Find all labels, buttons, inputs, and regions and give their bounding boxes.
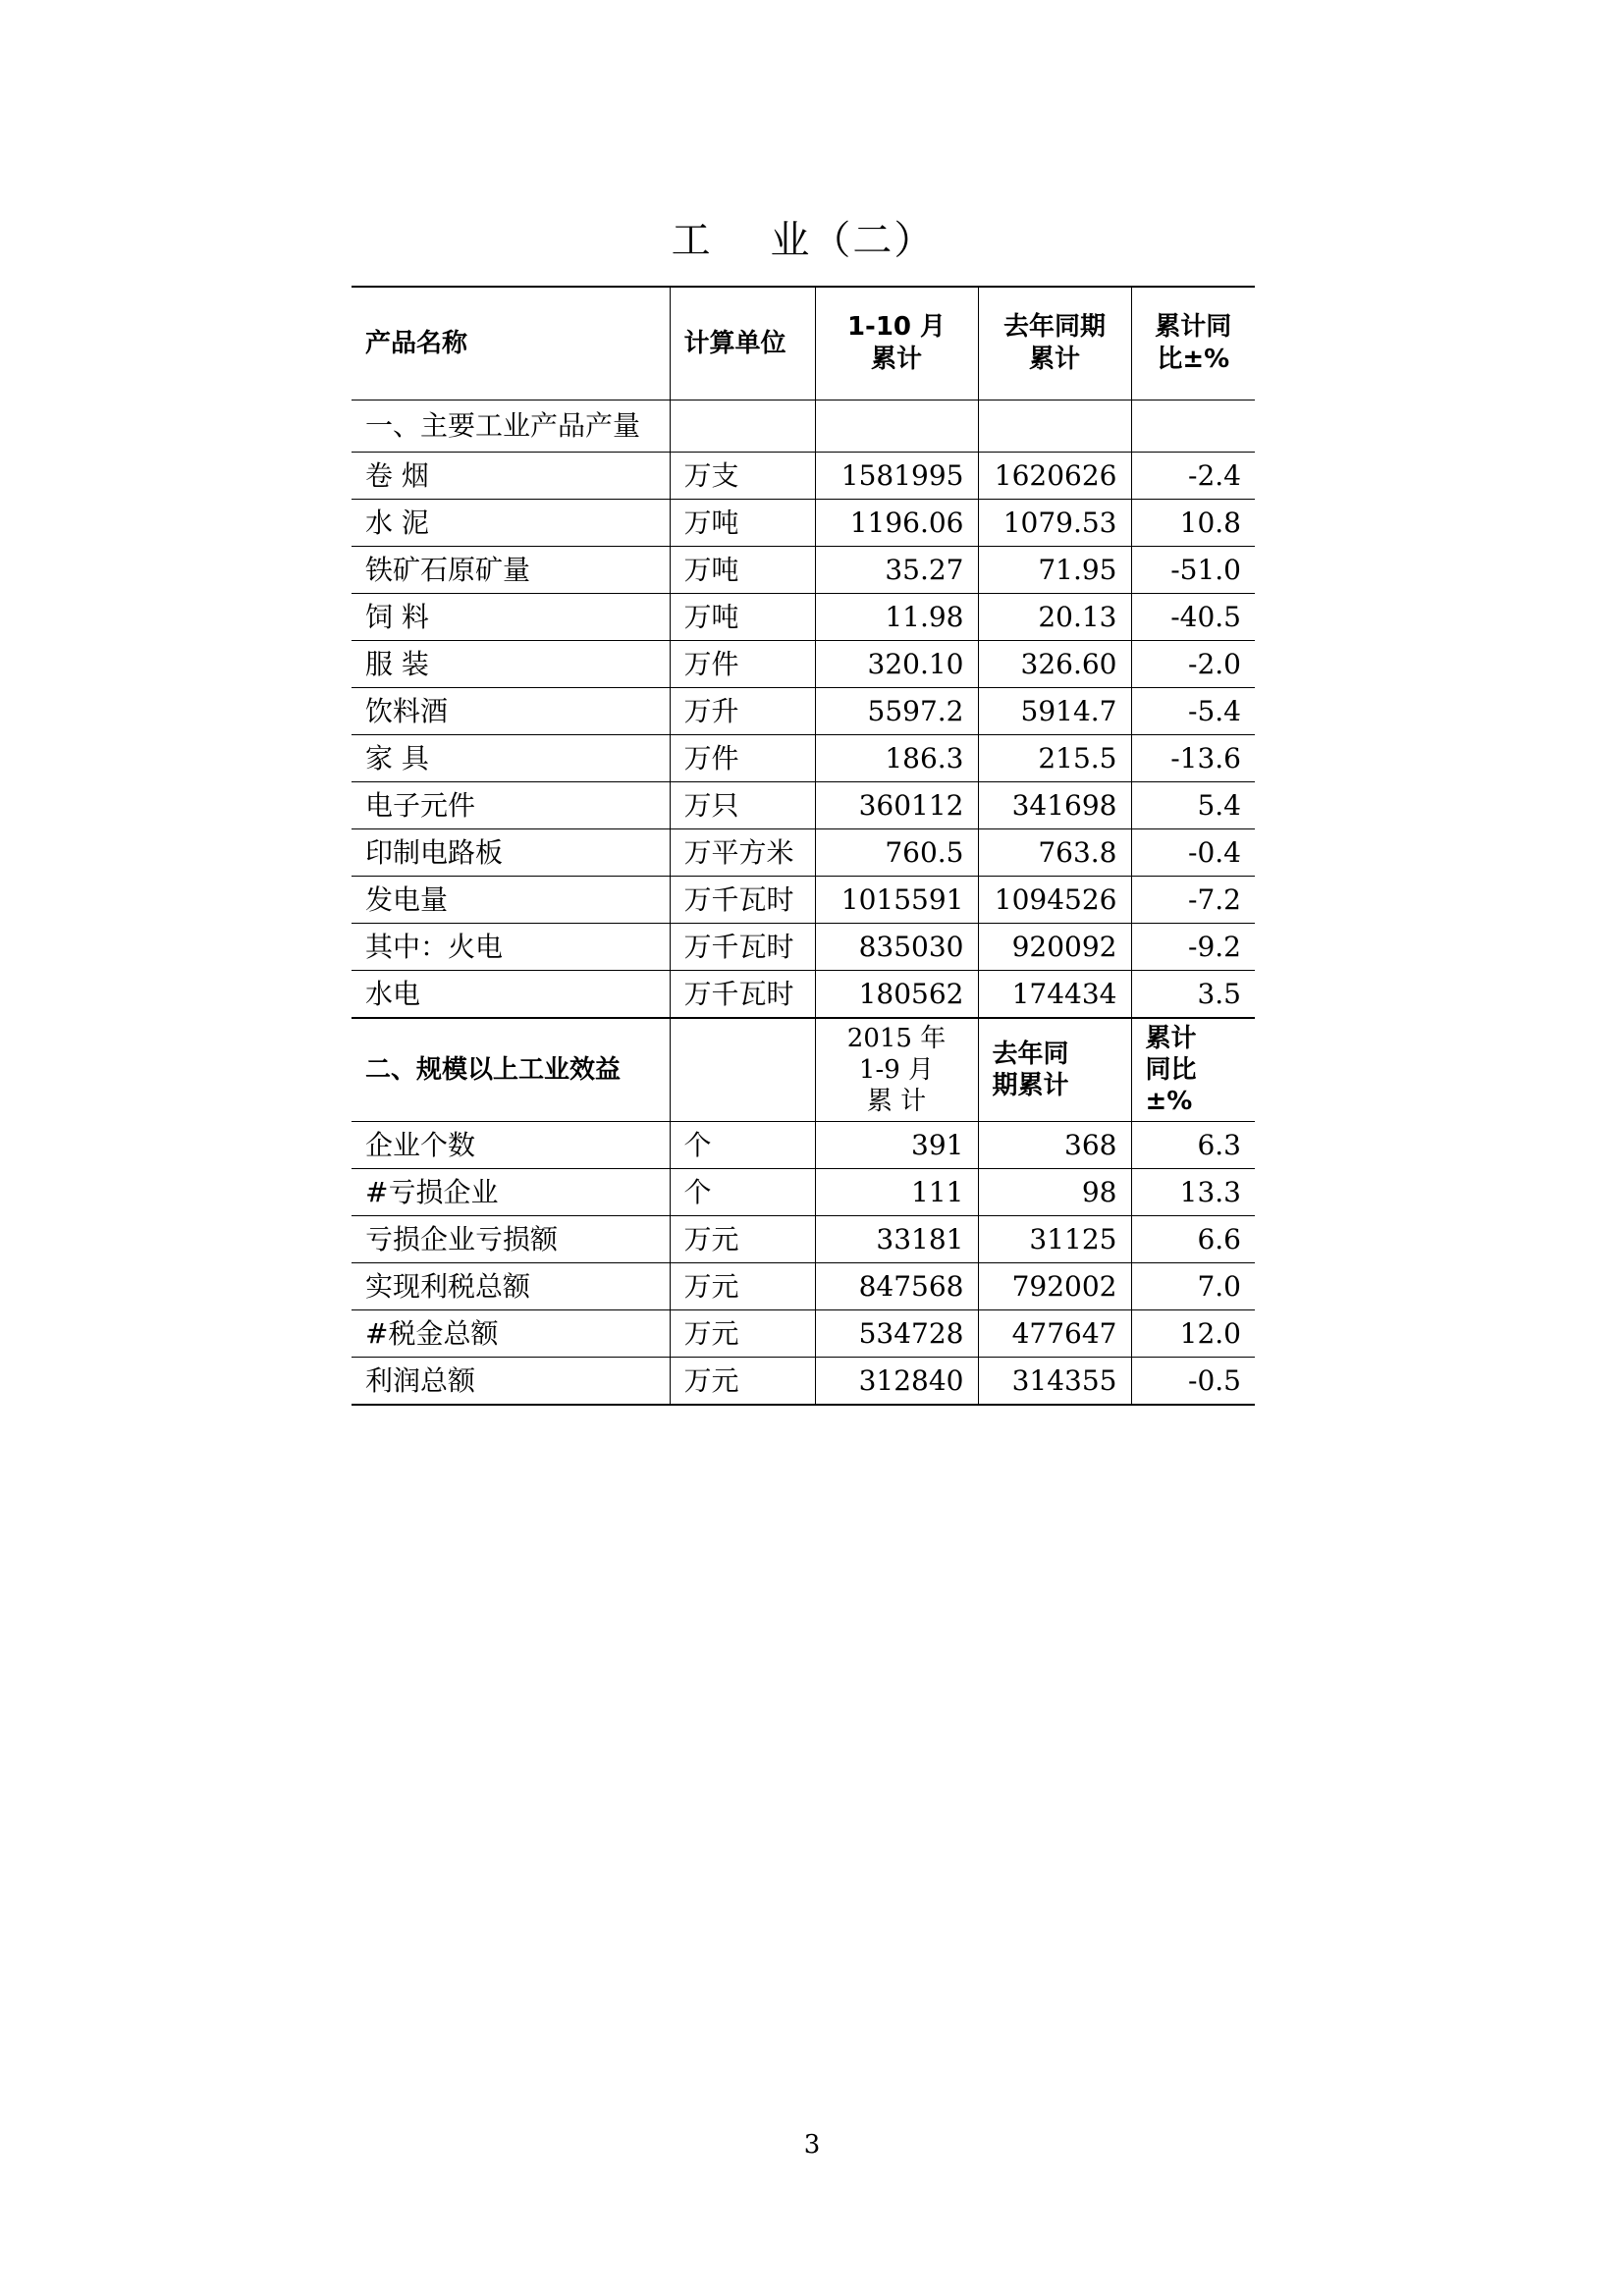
row-change: -7.2	[1131, 877, 1255, 924]
row-current: 391	[815, 1122, 978, 1169]
row-current: 847568	[815, 1263, 978, 1310]
row-name: 饲 料	[352, 594, 670, 641]
row-name: 水 泥	[352, 500, 670, 547]
table-row	[352, 500, 1255, 547]
table-row	[352, 453, 1255, 500]
row-current: 186.3	[815, 735, 978, 782]
table-row	[352, 1358, 1255, 1406]
row-current: 180562	[815, 971, 978, 1019]
row-current: 360112	[815, 782, 978, 829]
row-last-year: 98	[978, 1169, 1131, 1216]
row-unit: 万元	[670, 1310, 815, 1358]
row-unit: 万元	[670, 1263, 815, 1310]
row-current: 760.5	[815, 829, 978, 877]
row-current: 5597.2	[815, 688, 978, 735]
row-current: 33181	[815, 1216, 978, 1263]
table-row	[352, 971, 1255, 1019]
header-last-year-cumulative: 去年同 期累计	[978, 1018, 1131, 1122]
row-last-year: 1094526	[978, 877, 1131, 924]
row-current: 312840	[815, 1358, 978, 1406]
row-name: 亏损企业亏损额	[352, 1216, 670, 1263]
row-last-year: 341698	[978, 782, 1131, 829]
row-last-year: 31125	[978, 1216, 1131, 1263]
row-last-year: 763.8	[978, 829, 1131, 877]
table-row	[352, 1216, 1255, 1263]
header-unit: 计算单位	[670, 287, 815, 400]
row-name: 发电量	[352, 877, 670, 924]
row-unit: 万支	[670, 453, 815, 500]
page-title: 工 业（二）	[671, 218, 936, 263]
row-last-year: 71.95	[978, 547, 1131, 594]
row-last-year: 174434	[978, 971, 1131, 1019]
row-current: 11.98	[815, 594, 978, 641]
row-change: 7.0	[1131, 1263, 1255, 1310]
row-last-year: 920092	[978, 924, 1131, 971]
table-row	[352, 641, 1255, 688]
row-change: -0.4	[1131, 829, 1255, 877]
row-name: 其中：火电	[352, 924, 670, 971]
row-current: 835030	[815, 924, 978, 971]
row-unit: 万千瓦时	[670, 877, 815, 924]
header-product-name: 产品名称	[352, 287, 670, 400]
row-change: 13.3	[1131, 1169, 1255, 1216]
empty-cell	[1131, 400, 1255, 453]
row-current: 1581995	[815, 453, 978, 500]
row-current: 1015591	[815, 877, 978, 924]
section-label: 二、规模以上工业效益	[352, 1018, 670, 1122]
row-current: 1196.06	[815, 500, 978, 547]
row-unit: 万吨	[670, 500, 815, 547]
table-row	[352, 924, 1255, 971]
row-name: 电子元件	[352, 782, 670, 829]
table-row	[352, 735, 1255, 782]
row-name: 实现利税总额	[352, 1263, 670, 1310]
table-row	[352, 1169, 1255, 1216]
row-change: -2.4	[1131, 453, 1255, 500]
table-row	[352, 594, 1255, 641]
header-current-cumulative: 1-10 月 累计	[815, 287, 978, 400]
page-number: 3	[803, 2130, 821, 2160]
empty-cell	[978, 400, 1131, 453]
row-last-year: 314355	[978, 1358, 1131, 1406]
row-change: 10.8	[1131, 500, 1255, 547]
row-change: 12.0	[1131, 1310, 1255, 1358]
row-unit: 万千瓦时	[670, 971, 815, 1019]
row-name: #税金总额	[352, 1310, 670, 1358]
row-name: 卷 烟	[352, 453, 670, 500]
row-unit: 万吨	[670, 547, 815, 594]
row-name: 铁矿石原矿量	[352, 547, 670, 594]
row-last-year: 20.13	[978, 594, 1131, 641]
row-name: 服 装	[352, 641, 670, 688]
row-change: -2.0	[1131, 641, 1255, 688]
table-row	[352, 829, 1255, 877]
empty-cell	[670, 400, 815, 453]
row-change: 6.3	[1131, 1122, 1255, 1169]
table-row	[352, 1310, 1255, 1358]
row-change: -5.4	[1131, 688, 1255, 735]
row-change: -0.5	[1131, 1358, 1255, 1406]
row-name: 印制电路板	[352, 829, 670, 877]
row-change: -51.0	[1131, 547, 1255, 594]
row-name: 饮料酒	[352, 688, 670, 735]
empty-cell	[815, 400, 978, 453]
row-change: -9.2	[1131, 924, 1255, 971]
table-row	[352, 782, 1255, 829]
table-row	[352, 688, 1255, 735]
row-unit: 万只	[670, 782, 815, 829]
row-name: 水电	[352, 971, 670, 1019]
header-change-percent: 累计 同比 ±%	[1131, 1018, 1255, 1122]
row-unit: 万元	[670, 1358, 815, 1406]
row-unit: 万件	[670, 641, 815, 688]
table-row	[352, 547, 1255, 594]
table-row	[352, 877, 1255, 924]
row-current: 534728	[815, 1310, 978, 1358]
row-unit: 万元	[670, 1216, 815, 1263]
row-last-year: 215.5	[978, 735, 1131, 782]
row-last-year: 1079.53	[978, 500, 1131, 547]
row-last-year: 1620626	[978, 453, 1131, 500]
row-last-year: 368	[978, 1122, 1131, 1169]
row-unit: 万吨	[670, 594, 815, 641]
row-name: 企业个数	[352, 1122, 670, 1169]
row-last-year: 5914.7	[978, 688, 1131, 735]
industry-table	[352, 286, 1255, 1406]
row-name: #亏损企业	[352, 1169, 670, 1216]
row-unit: 个	[670, 1122, 815, 1169]
row-change: 3.5	[1131, 971, 1255, 1019]
header-last-year-cumulative: 去年同期 累计	[978, 287, 1131, 400]
table-row	[352, 1122, 1255, 1169]
row-name: 家 具	[352, 735, 670, 782]
row-last-year: 477647	[978, 1310, 1131, 1358]
row-name: 利润总额	[352, 1358, 670, 1406]
row-change: 5.4	[1131, 782, 1255, 829]
section-row-products	[352, 400, 1255, 453]
row-last-year: 792002	[978, 1263, 1131, 1310]
table-row	[352, 1263, 1255, 1310]
header-change-percent: 累计同 比±%	[1131, 287, 1255, 400]
table-header-row	[352, 287, 1255, 400]
section-header-row-benefits	[352, 1018, 1255, 1122]
empty-cell	[670, 1018, 815, 1122]
row-current: 35.27	[815, 547, 978, 594]
header-current-cumulative: 2015 年 1-9 月 累 计	[815, 1018, 978, 1122]
row-change: 6.6	[1131, 1216, 1255, 1263]
row-unit: 万件	[670, 735, 815, 782]
row-change: -13.6	[1131, 735, 1255, 782]
row-last-year: 326.60	[978, 641, 1131, 688]
row-current: 320.10	[815, 641, 978, 688]
section-label: 一、主要工业产品产量	[352, 400, 670, 453]
row-unit: 万平方米	[670, 829, 815, 877]
row-unit: 万升	[670, 688, 815, 735]
row-current: 111	[815, 1169, 978, 1216]
row-change: -40.5	[1131, 594, 1255, 641]
row-unit: 个	[670, 1169, 815, 1216]
row-unit: 万千瓦时	[670, 924, 815, 971]
